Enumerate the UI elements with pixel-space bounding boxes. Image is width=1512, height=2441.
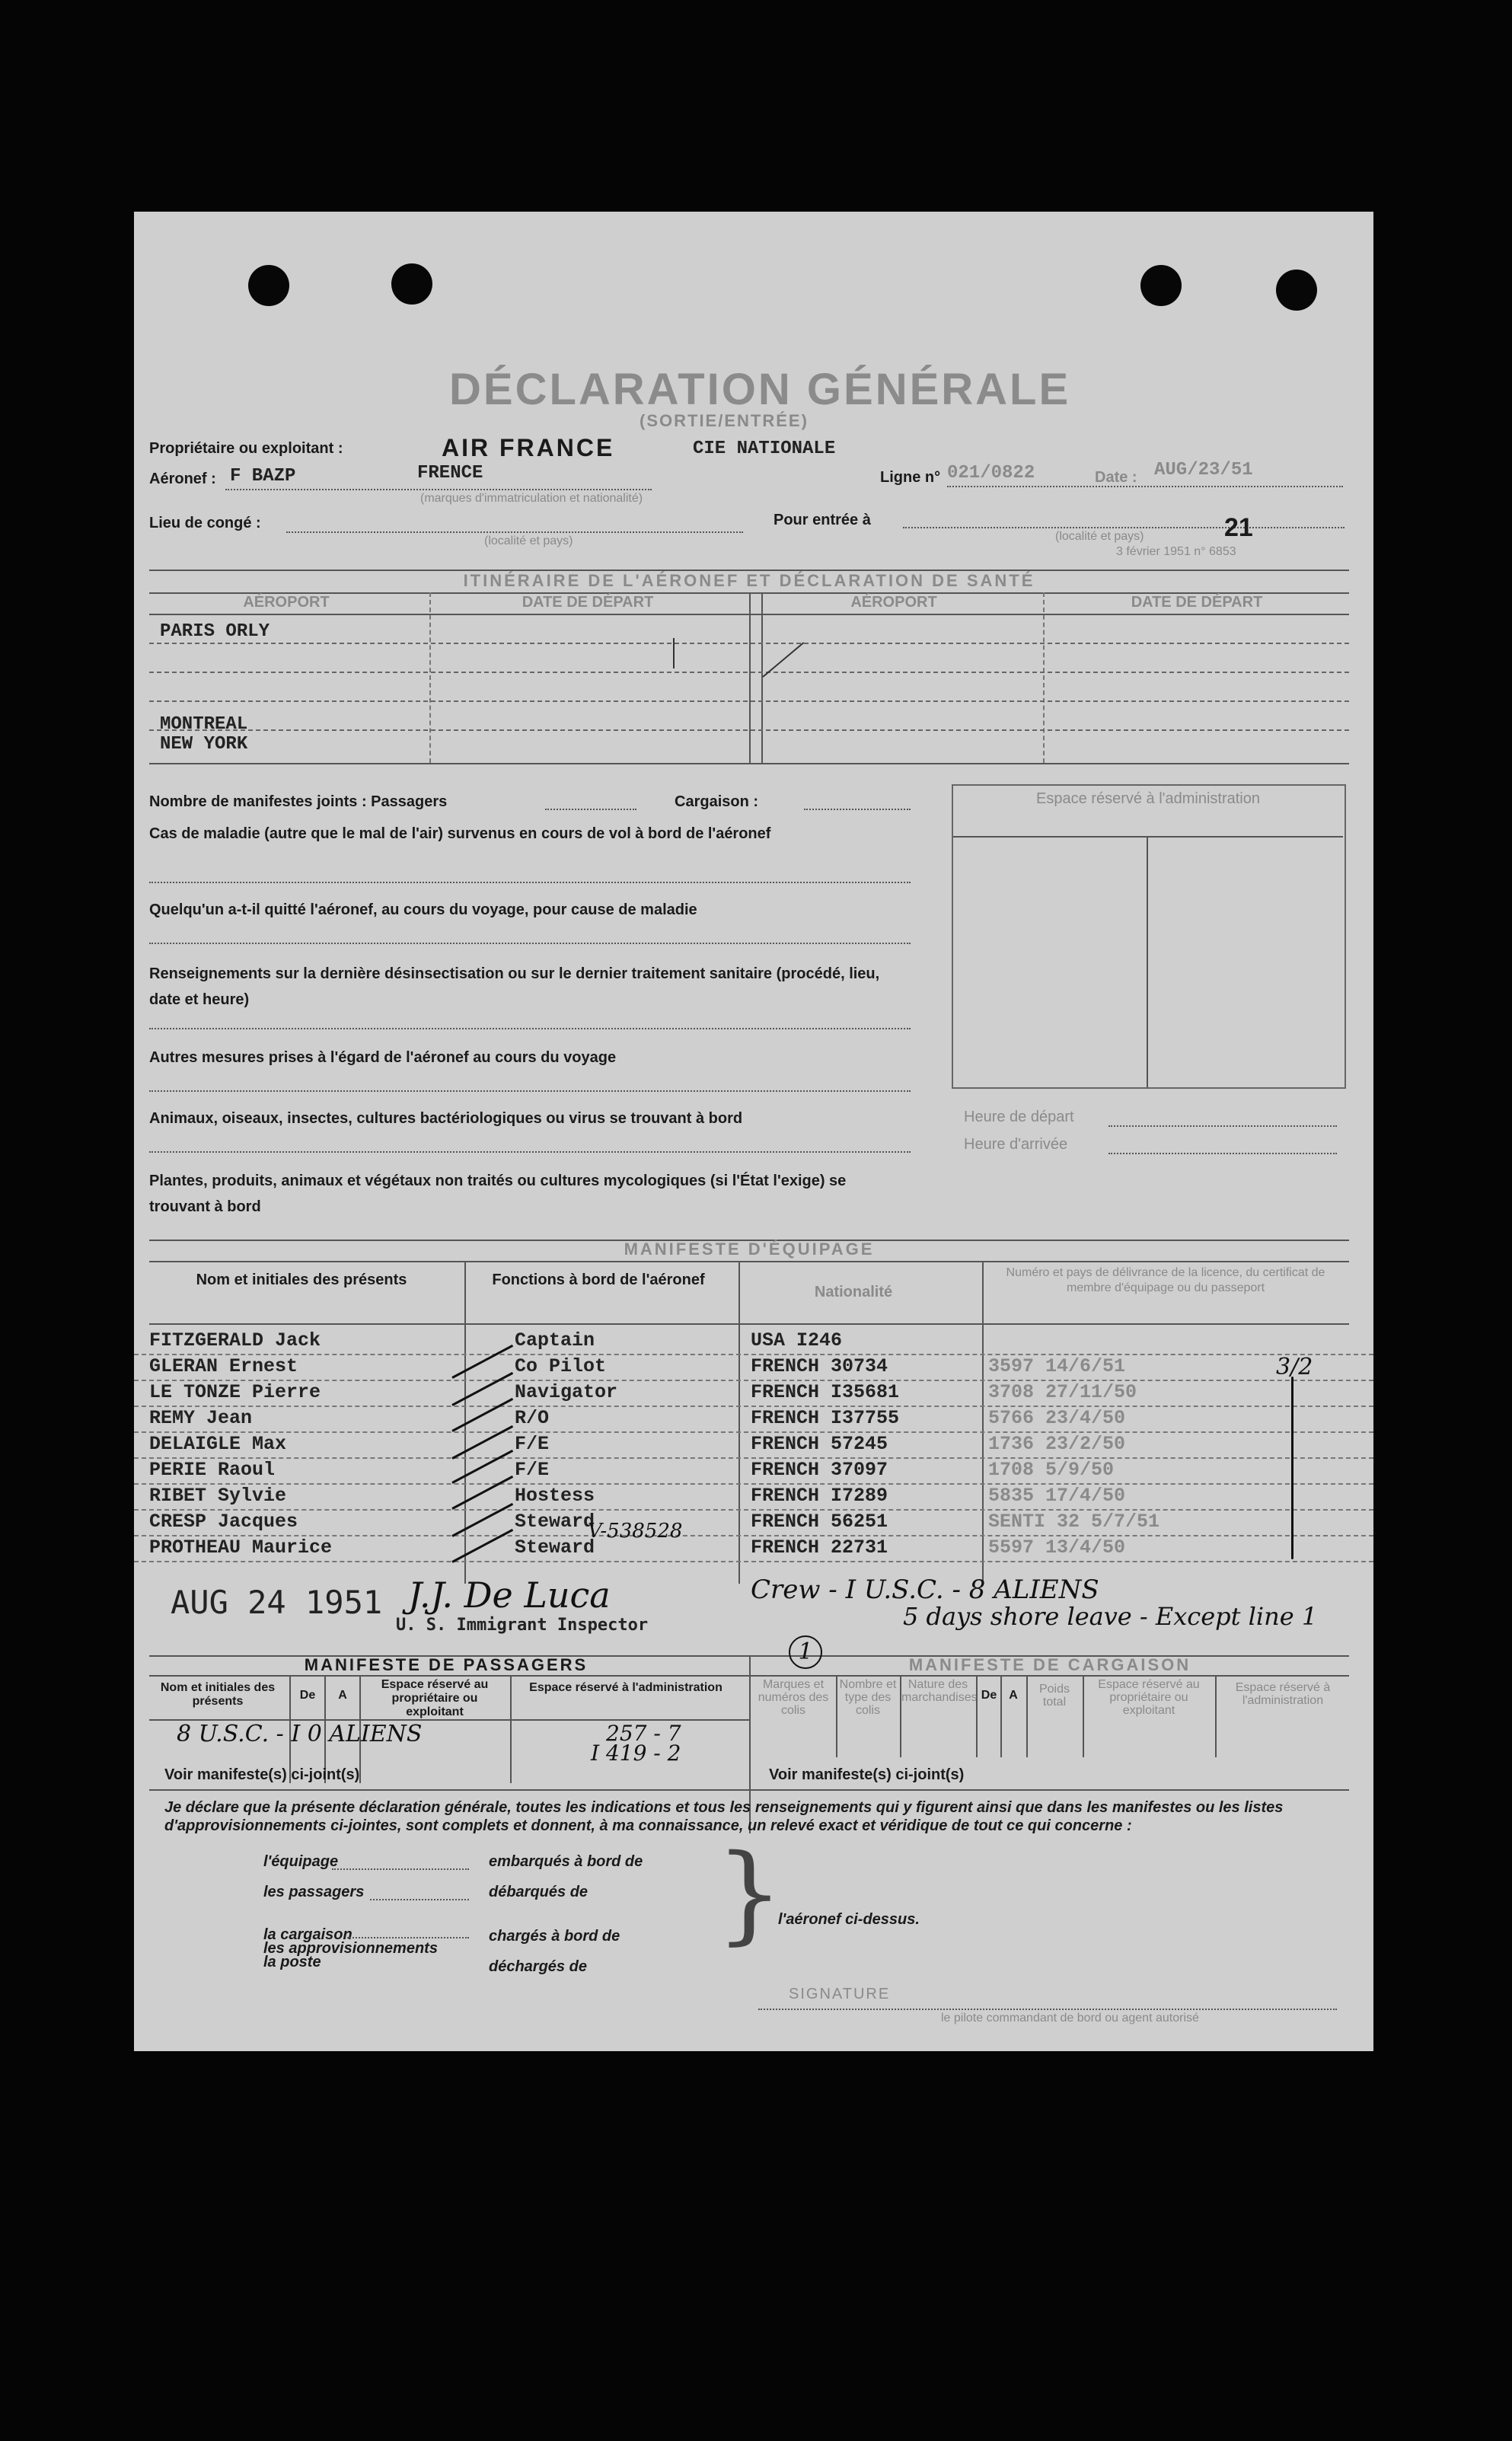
punch-hole xyxy=(248,265,289,306)
rule xyxy=(1026,1675,1028,1757)
signature-caption: le pilote commandant de bord ou agent autorisé xyxy=(941,2012,1199,2025)
decl-poste: la poste xyxy=(263,1954,321,1970)
aeronef-caption: (marques d'immatriculation et nationalité) xyxy=(420,492,643,505)
decl-charges: chargés à bord de xyxy=(489,1928,620,1945)
pour-entree-caption: (localité et pays) xyxy=(1055,530,1144,543)
rule xyxy=(953,836,1343,838)
rule xyxy=(1000,1675,1002,1757)
decl-debarques: débarqués de xyxy=(489,1884,589,1900)
crew-function: F/E xyxy=(515,1459,550,1481)
table-row xyxy=(134,1457,1373,1485)
rule xyxy=(429,592,431,763)
admin-box-title: Espace réservé à l'administration xyxy=(1036,790,1260,807)
crew-nationality: FRENCH 37097 xyxy=(751,1459,888,1481)
pax-col-de: De xyxy=(299,1689,316,1702)
pax-hand-419: I 419 - 2 xyxy=(591,1741,681,1766)
passengers-heading: MANIFESTE DE PASSAGERS xyxy=(304,1655,589,1674)
rule xyxy=(1083,1675,1084,1757)
date-label: Date : xyxy=(1095,469,1137,486)
proprietaire-value: AIR FRANCE xyxy=(442,434,615,461)
aeronef-nationality: FRENCE xyxy=(417,463,483,483)
crew-nationality: FRENCH 57245 xyxy=(751,1433,888,1455)
cargo-col-nature: Nature des marchandises xyxy=(901,1678,978,1704)
signature-line xyxy=(758,2009,1337,2010)
dotted-line xyxy=(545,809,636,810)
cargo-col-espace: Espace réservé au propriétaire ou exploitant xyxy=(1098,1678,1200,1717)
rule xyxy=(510,1675,512,1783)
crew-function: Steward xyxy=(515,1536,595,1559)
dotted-line xyxy=(149,1090,911,1092)
table-row xyxy=(134,1328,1373,1355)
crew-name: REMY Jean xyxy=(149,1407,253,1429)
heure-arrivee-label: Heure d'arrivée xyxy=(964,1136,1068,1153)
punch-hole xyxy=(1140,265,1182,306)
dotted-line xyxy=(1108,1153,1337,1154)
crew-name: PERIE Raoul xyxy=(149,1459,276,1481)
dotted-line xyxy=(149,943,911,944)
rule xyxy=(149,700,1349,702)
rule xyxy=(1147,836,1148,1087)
cargo-col-de: De xyxy=(981,1689,997,1702)
crew-function: Hostess xyxy=(515,1485,595,1507)
itin-col-date-2: DATE DE DÉPART xyxy=(1131,594,1263,611)
rule xyxy=(1215,1675,1217,1757)
pour-entree-dots xyxy=(903,527,1345,528)
rule xyxy=(761,592,763,763)
crew-nationality: FRENCH 56251 xyxy=(751,1511,888,1533)
itin-col-date-1: DATE DE DÉPART xyxy=(522,594,654,611)
proprietaire-extra: CIE NATIONALE xyxy=(693,439,836,459)
rule xyxy=(749,592,751,763)
signature-label: SIGNATURE xyxy=(789,1986,891,2002)
crew-nationality: FRENCH 22731 xyxy=(751,1536,888,1559)
aeronef-label: Aéronef : xyxy=(149,471,216,487)
rule xyxy=(149,643,1349,644)
crew-licence: 1708 5/9/50 xyxy=(988,1459,1115,1481)
decl-equipage: l'équipage xyxy=(263,1853,339,1870)
cargo-voir: Voir manifeste(s) ci-joint(s) xyxy=(769,1766,965,1783)
decl-approvisionnements: les approvisionnements xyxy=(263,1940,438,1957)
crew-nationality: FRENCH I37755 xyxy=(751,1407,900,1429)
pax-voir: Voir manifeste(s) ci-joint(s) xyxy=(164,1766,360,1783)
pour-entree-label: Pour entrée à xyxy=(774,512,871,528)
rule xyxy=(976,1675,978,1757)
crew-licence: 5597 13/4/50 xyxy=(988,1536,1126,1559)
cargo-col-poids: Poids total xyxy=(1038,1683,1070,1709)
rule xyxy=(149,729,1349,731)
desinsectisation-label: Renseignements sur la dernière désinsectisation ou sur le dernier traitement sanitaire (procédé, lieu, date et heure) xyxy=(149,965,880,1008)
aeronef-dots xyxy=(225,489,652,490)
aeronef-value: F BAZP xyxy=(230,466,296,487)
page-number: 21 xyxy=(1224,513,1253,542)
admin-box xyxy=(952,784,1346,1089)
stamp-date: AUG 24 1951 xyxy=(171,1584,383,1621)
ligne-label: Ligne n° xyxy=(880,469,941,486)
rule xyxy=(149,672,1349,673)
table-row xyxy=(134,1380,1373,1407)
rule xyxy=(836,1675,837,1757)
decl-aeronef: l'aéronef ci-dessus. xyxy=(778,1911,920,1928)
declaration-form xyxy=(134,212,1373,2051)
crew-licence: 5835 17/4/50 xyxy=(988,1485,1126,1507)
pax-col-a: A xyxy=(338,1689,347,1702)
crew-nationality: USA I246 xyxy=(751,1329,843,1351)
decl-cargaison: la cargaison xyxy=(263,1926,352,1943)
form-subtitle: (SORTIE/ENTRÉE) xyxy=(640,411,809,430)
manifestes-label: Nombre de manifestes joints : Passagers xyxy=(149,793,448,810)
rule xyxy=(149,763,1349,764)
dotted-line xyxy=(804,809,911,810)
pax-hand-row: 8 U.S.C. - I 0 ALIENS xyxy=(177,1721,423,1747)
itin-col-aeroport-2: AÉROPORT xyxy=(850,594,937,611)
dotted-line xyxy=(332,1868,469,1870)
crew-name: RIBET Sylvie xyxy=(149,1485,287,1507)
dotted-line xyxy=(1108,1125,1337,1127)
crew-nationality: FRENCH I35681 xyxy=(751,1381,900,1403)
pax-col-admin: Espace réservé à l'administration xyxy=(529,1681,723,1694)
dotted-line xyxy=(347,1937,469,1938)
animaux-label: Animaux, oiseaux, insectes, cultures bactériologiques ou virus se trouvant à bord xyxy=(149,1110,743,1127)
decl-decharges: déchargés de xyxy=(489,1958,587,1975)
plantes-label: Plantes, produits, animaux et végétaux non traités ou cultures mycologiques (si l'État l'exige) se trouvant à bord xyxy=(149,1173,847,1215)
table-row xyxy=(134,1483,1373,1511)
rule xyxy=(149,1323,1349,1325)
dotted-line xyxy=(149,882,911,883)
crew-col-nationalite: Nationalité xyxy=(814,1284,893,1300)
pax-hand-257: 257 - 7 xyxy=(606,1721,681,1746)
inspector-title: U. S. Immigrant Inspector xyxy=(396,1616,649,1635)
dotted-line xyxy=(149,1151,911,1153)
crew-licence: 1736 23/2/50 xyxy=(988,1433,1126,1455)
crew-function: Navigator xyxy=(515,1381,618,1403)
quitte-label: Quelqu'un a-t-il quitté l'aéronef, au cours du voyage, pour cause de maladie xyxy=(149,901,697,918)
lieu-label: Lieu de congé : xyxy=(149,515,261,531)
rule xyxy=(900,1675,901,1757)
dotted-line xyxy=(370,1899,469,1900)
annotation-v-number: V-538528 xyxy=(588,1520,683,1543)
itin-row-4: MONTREAL xyxy=(160,714,248,735)
form-title: DÉCLARATION GÉNÉRALE xyxy=(449,365,1071,414)
mesures-label: Autres mesures prises à l'égard de l'aéronef au cours du voyage xyxy=(149,1049,617,1066)
lieu-caption: (localité et pays) xyxy=(484,534,573,547)
crew-name: LE TONZE Pierre xyxy=(149,1381,321,1403)
shore-leave-note: 5 days shore leave - Except line 1 xyxy=(903,1602,1318,1631)
punch-hole xyxy=(391,263,432,305)
crew-function: Steward xyxy=(515,1511,595,1533)
cargo-col-admin: Espace réservé à l'administration xyxy=(1235,1681,1331,1707)
crew-col-nom: Nom et initiales des présents xyxy=(196,1272,407,1288)
itin-row-5: NEW YORK xyxy=(160,734,248,755)
crew-licence: 5766 23/4/50 xyxy=(988,1407,1126,1429)
date-value: AUG/23/51 xyxy=(1154,460,1253,480)
table-row xyxy=(134,1406,1373,1433)
cargo-col-a: A xyxy=(1009,1689,1018,1702)
decl-passagers: les passagers xyxy=(263,1884,365,1900)
crew-function: Captain xyxy=(515,1329,595,1351)
crew-function: F/E xyxy=(515,1433,550,1455)
crew-licence: 3597 14/6/51 xyxy=(988,1355,1126,1377)
declaration-text: Je déclare que la présente déclaration générale, toutes les indications et tous les renseignements qui y figurent ainsi que dans les manifestes ou les listes d'approvisionnements ci-jointes, sont complets et donnent, à ma connaissance, un relevé exact et véridique de tout ce qui concerne : xyxy=(164,1799,1284,1834)
circled-number: 1 xyxy=(789,1635,822,1669)
crew-licence: SENTI 32 5/7/51 xyxy=(988,1511,1160,1533)
crew-name: GLERAN Ernest xyxy=(149,1355,298,1377)
crew-name: DELAIGLE Max xyxy=(149,1433,287,1455)
crew-function: R/O xyxy=(515,1407,550,1429)
crew-name: CRESP Jacques xyxy=(149,1511,298,1533)
cargo-col-nombre: Nombre et type des colis xyxy=(839,1678,897,1717)
rule xyxy=(149,1261,1349,1262)
crew-name: PROTHEAU Maurice xyxy=(149,1536,333,1559)
table-row xyxy=(134,1509,1373,1536)
crew-licence: 3708 27/11/50 xyxy=(988,1381,1137,1403)
crew-name: FITZGERALD Jack xyxy=(149,1329,321,1351)
rule xyxy=(673,638,675,668)
pax-col-nom: Nom et initiales des présents xyxy=(160,1681,276,1708)
cargaison-label: Cargaison : xyxy=(675,793,759,810)
itin-col-aeroport-1: AÉROPORT xyxy=(243,594,330,611)
pour-entree-note: 3 février 1951 n° 6853 xyxy=(1116,545,1236,558)
curly-brace: } xyxy=(716,1832,784,1956)
crew-col-licence: Numéro et pays de délivrance de la licence, du certificat de membre d'équipage ou du passeport xyxy=(1006,1266,1325,1294)
inspector-signature: J.J. De Luca xyxy=(408,1575,611,1616)
crew-heading: MANIFESTE D'ÉQUIPAGE xyxy=(624,1240,875,1259)
heure-depart-label: Heure de départ xyxy=(964,1109,1074,1125)
table-row xyxy=(134,1535,1373,1562)
rule xyxy=(149,1789,1349,1791)
proprietaire-label: Propriétaire ou exploitant : xyxy=(149,440,343,457)
cargo-col-marques: Marques et numéros des colis xyxy=(758,1678,829,1717)
itin-row-1: PARIS ORLY xyxy=(160,621,270,642)
cargo-heading: MANIFESTE DE CARGAISON xyxy=(908,1655,1191,1674)
bracket-line xyxy=(1291,1377,1293,1559)
crew-nationality: FRENCH I7289 xyxy=(751,1485,888,1507)
crew-col-fonctions: Fonctions à bord de l'aéronef xyxy=(492,1272,705,1288)
itinerary-heading: ITINÉRAIRE DE L'AÉRONEF ET DÉCLARATION DE SANTÉ xyxy=(463,571,1035,590)
pax-col-espace: Espace réservé au propriétaire ou exploitant xyxy=(381,1678,489,1718)
crew-function: Co Pilot xyxy=(515,1355,607,1377)
table-row xyxy=(134,1354,1373,1381)
annotation-3-2: 3/2 xyxy=(1276,1354,1313,1380)
ligne-dots xyxy=(947,486,1343,487)
dotted-line xyxy=(149,1028,911,1029)
ligne-value: 021/0822 xyxy=(947,463,1035,483)
maladie-label: Cas de maladie (autre que le mal de l'air) survenus en cours de vol à bord de l'aéronef xyxy=(149,825,771,842)
table-row xyxy=(134,1431,1373,1459)
rule xyxy=(1043,592,1045,763)
decl-embarques: embarqués à bord de xyxy=(489,1853,643,1870)
lieu-dots xyxy=(286,531,743,533)
crew-note: Crew - I U.S.C. - 8 ALIENS xyxy=(751,1575,1099,1605)
punch-hole xyxy=(1276,270,1317,311)
crew-nationality: FRENCH 30734 xyxy=(751,1355,888,1377)
